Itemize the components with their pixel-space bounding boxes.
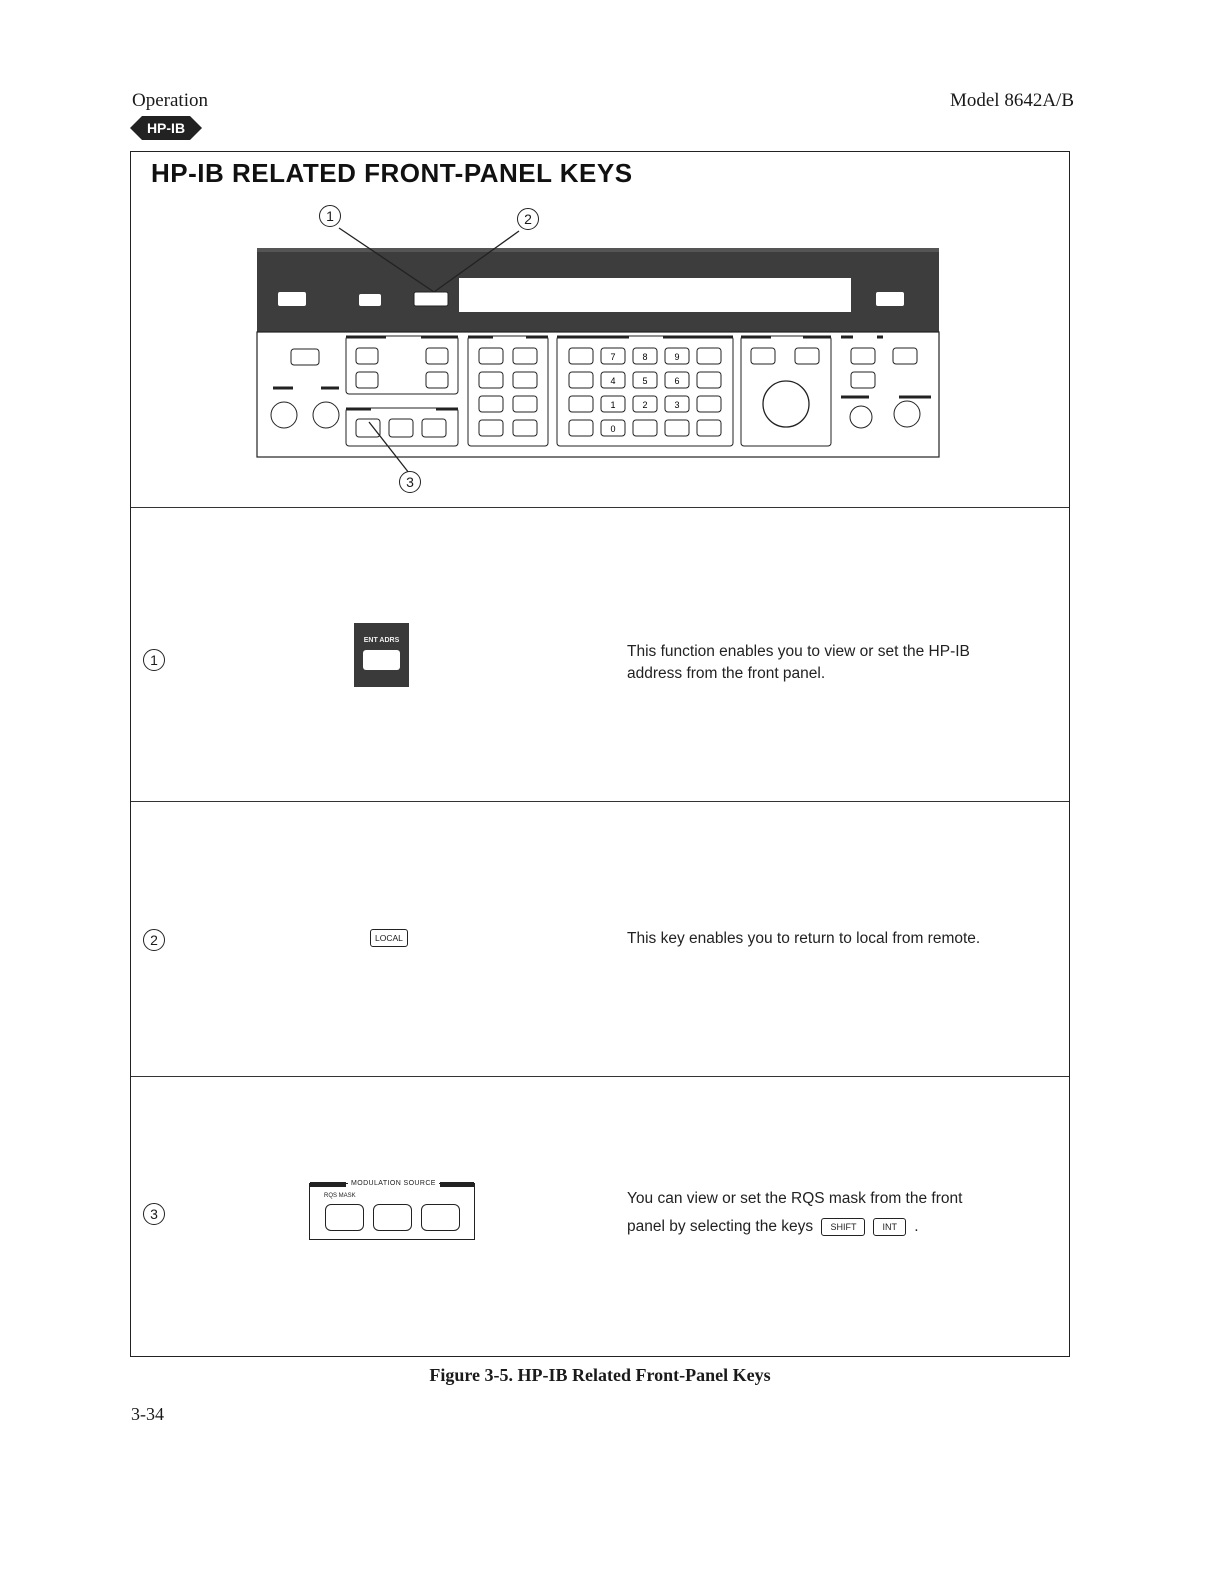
row-2-desc-line-1: This key enables you to return to local from remote. (627, 930, 981, 947)
modulation-source-title: MODULATION SOURCE (348, 1180, 439, 1187)
panel-key-shift (359, 294, 381, 306)
front-panel-illustration (131, 152, 1071, 507)
local-key: LOCAL (370, 929, 408, 947)
row-2-description (627, 928, 1027, 950)
figure-title: HP-IB RELATED FRONT-PANEL KEYS (151, 158, 633, 188)
page-number: 3-34 (131, 1404, 164, 1424)
callout-3-icon: 3 (399, 471, 421, 493)
hpib-badge (130, 116, 202, 140)
panel-knob-left-1 (271, 402, 297, 428)
panel-output-knob-2 (894, 401, 920, 427)
callout-1-icon: 1 (319, 205, 341, 227)
row-3-desc-period: . (914, 1218, 919, 1235)
shift-key-inline: SHIFT (821, 1218, 865, 1236)
modulation-source-group (309, 1180, 475, 1240)
ent-adrs-label: ENT ADRS (363, 637, 400, 644)
panel-key-blue-preset (278, 292, 306, 306)
panel-key-local (414, 292, 448, 306)
hpib-badge-label: HP-IB (146, 120, 186, 136)
row-1-number-icon: 1 (143, 649, 165, 671)
panel-key-ext-dc (422, 419, 446, 437)
row-3-desc-line-1: You can view or set the RQS mask from the front (627, 1190, 963, 1207)
row-divider-3 (131, 1076, 1069, 1077)
int-key-icon (325, 1204, 364, 1231)
row-1-description (627, 641, 1027, 685)
panel-display-window (459, 278, 851, 312)
panel-key-int (356, 419, 380, 437)
panel-knob-left-2 (313, 402, 339, 428)
row-divider-2 (131, 801, 1069, 802)
row-1-desc-line-1: This function enables you to view or set the HP-IB (627, 643, 970, 660)
row-3-description (627, 1188, 1027, 1238)
panel-key-msg (876, 292, 904, 306)
panel-digit-9: 9 (674, 352, 680, 362)
row-1-desc-line-2: address from the front panel. (627, 665, 826, 682)
panel-digit-6: 6 (674, 376, 680, 386)
panel-digit-4: 4 (610, 376, 616, 386)
figure-box (130, 151, 1070, 1357)
header-model: Model 8642A/B (949, 90, 1074, 111)
panel-digit-8: 8 (642, 352, 648, 362)
ent-adrs-key (354, 623, 409, 687)
row-2-number-icon: 2 (143, 929, 165, 951)
row-3-number-icon: 3 (143, 1203, 165, 1225)
panel-digit-0: 0 (610, 424, 616, 434)
ext-dc-key-icon (421, 1204, 460, 1231)
panel-digit-1: 1 (610, 400, 616, 410)
panel-main-knob (763, 381, 809, 427)
ent-adrs-button-icon (363, 650, 400, 670)
header-section: Operation (132, 90, 208, 111)
panel-key-ext-ac (389, 419, 413, 437)
row-divider-1 (131, 507, 1069, 508)
figure-caption: Figure 3-5. HP-IB Related Front-Panel Keys (429, 1365, 771, 1385)
int-key-inline: INT (873, 1218, 906, 1236)
panel-digit-5: 5 (642, 376, 648, 386)
panel-digit-2: 2 (642, 400, 648, 410)
ext-ac-key-icon (373, 1204, 412, 1231)
callout-2-icon: 2 (517, 208, 539, 230)
row-3-desc-line-2: panel by selecting the keys (627, 1218, 814, 1235)
panel-key-left (291, 349, 319, 365)
panel-output-knob-1 (850, 406, 872, 428)
rqs-mask-label: RQS MASK (324, 1193, 356, 1199)
panel-digit-3: 3 (674, 400, 680, 410)
panel-digit-7: 7 (610, 352, 616, 362)
